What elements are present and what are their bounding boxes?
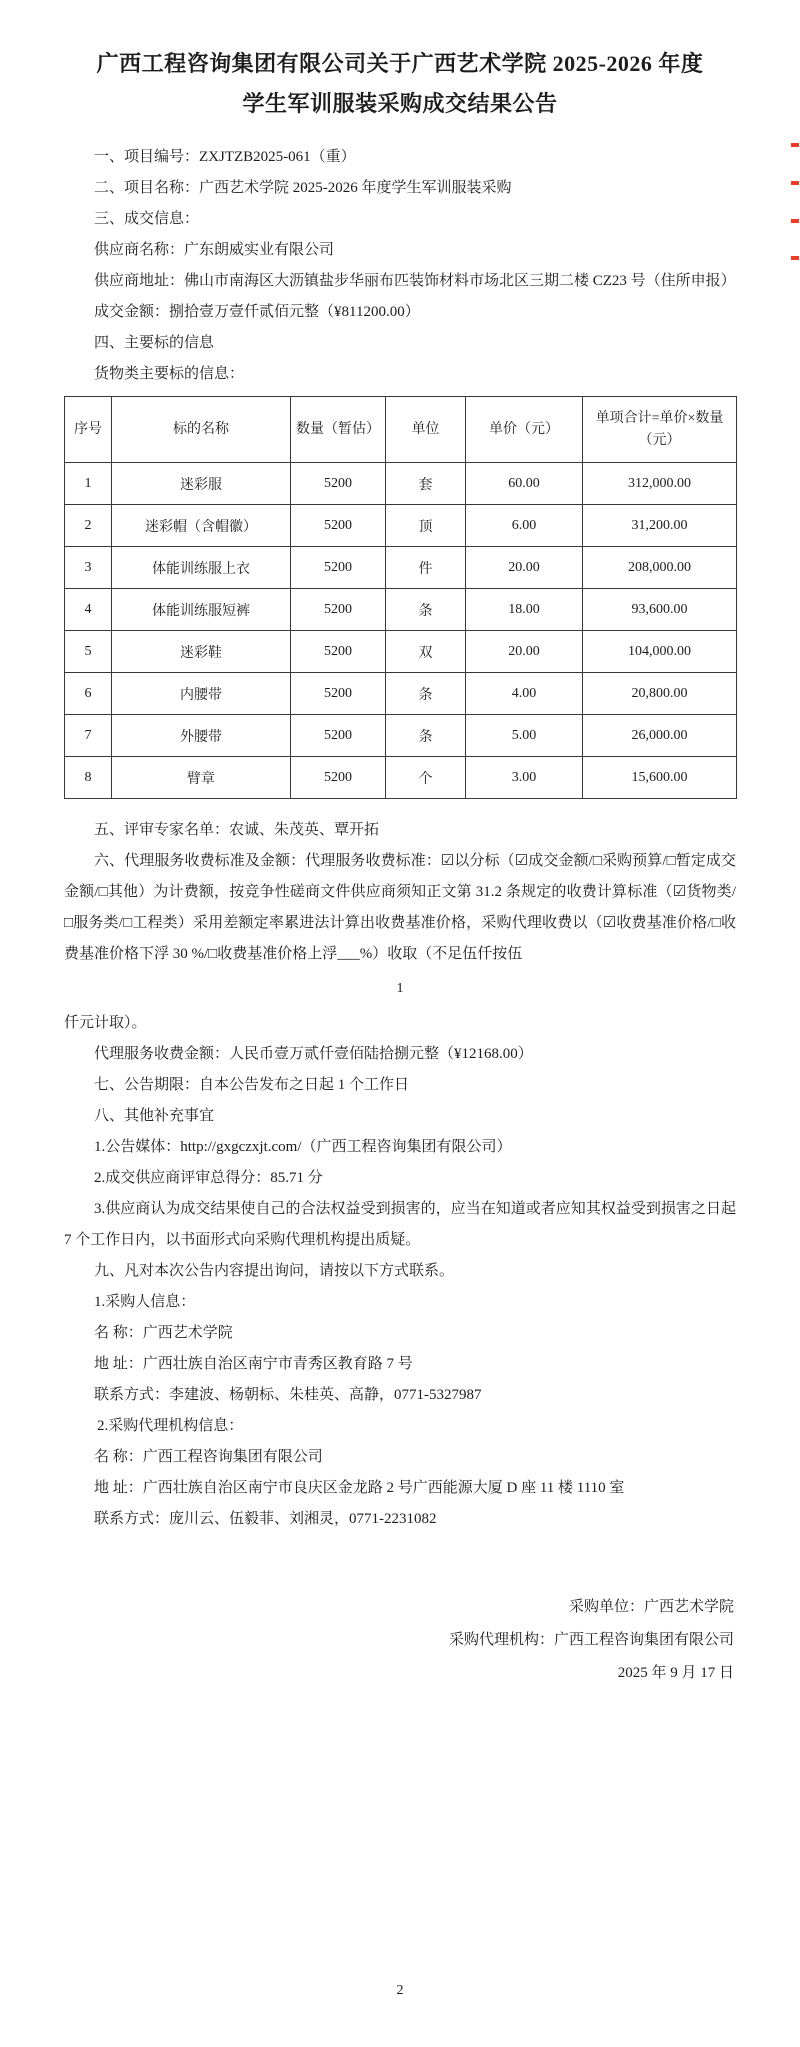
cell-name: 迷彩鞋 (112, 631, 291, 673)
cell-price: 20.00 (466, 631, 583, 673)
cell-price: 5.00 (466, 715, 583, 757)
cell-seq: 2 (65, 505, 112, 547)
revision-mark (791, 219, 799, 223)
cell-name: 体能训练服短裤 (112, 589, 291, 631)
para-goods-subject-label: 货物类主要标的信息： (94, 366, 245, 382)
para-supplier-address: 供应商地址：佛山市南海区大沥镇盐步华丽布匹装饰材料市场北区三期二楼 CZ23 号（住所申报） (94, 273, 736, 289)
section-top (64, 142, 736, 390)
cell-price: 60.00 (466, 463, 583, 505)
cell-total: 20,800.00 (583, 673, 737, 715)
signature-agency: 采购代理机构：广西工程咨询集团有限公司 (448, 1632, 734, 1648)
col-header-total-line1: 单项合计=单价×数量 (595, 410, 724, 426)
section-bottom (64, 815, 736, 1535)
revision-mark (791, 143, 799, 147)
cell-seq: 4 (65, 589, 112, 631)
table-row (65, 547, 737, 589)
cell-total: 31,200.00 (583, 505, 737, 547)
cell-unit: 顶 (386, 505, 466, 547)
table-header-row (65, 397, 737, 463)
cell-unit: 条 (386, 715, 466, 757)
para-project-name: 二、项目名称：广西艺术学院 2025-2026 年度学生军训服装采购 (94, 180, 512, 196)
para-supplier-name: 供应商名称：广东朗威实业有限公司 (94, 242, 335, 258)
table-row (65, 463, 737, 505)
cell-name: 外腰带 (112, 715, 291, 757)
para-deal-amount: 成交金额：捌拾壹万壹仟贰佰元整（¥811200.00） (94, 304, 420, 320)
col-header-unit: 单位 (386, 397, 466, 463)
para-experts: 五、评审专家名单：农诚、朱茂英、覃开拓 (94, 822, 380, 838)
para-media: 1.公告媒体：http://gxgczxjt.com/（广西工程咨询集团有限公司） (94, 1139, 512, 1155)
cell-unit: 双 (386, 631, 466, 673)
table-row (65, 757, 737, 799)
para-agency-fee-amount: 代理服务收费金额：人民币壹万贰仟壹佰陆拾捌元整（¥12168.00） (94, 1046, 533, 1062)
cell-seq: 1 (65, 463, 112, 505)
para-purchaser-address: 地 址：广西壮族自治区南宁市青秀区教育路 7 号 (94, 1356, 413, 1372)
para-agency-fee-part2: 仟元计取）。 (64, 1015, 147, 1031)
cell-seq: 5 (65, 631, 112, 673)
cell-name: 内腰带 (112, 673, 291, 715)
page-number-2: 2 (396, 1983, 404, 1998)
table-row (65, 715, 737, 757)
title-line-1: 广西工程咨询集团有限公司关于广西艺术学院 2025-2026 年度 (96, 51, 704, 76)
cell-total: 208,000.00 (583, 547, 737, 589)
para-main-subject-heading: 四、主要标的信息 (94, 335, 215, 351)
para-purchaser-heading: 1.采购人信息： (94, 1294, 196, 1310)
signature-purchaser: 采购单位：广西艺术学院 (568, 1599, 734, 1615)
page-title (64, 44, 736, 124)
cell-unit: 个 (386, 757, 466, 799)
cell-qty: 5200 (291, 631, 386, 673)
para-agency-contact: 联系方式：庞川云、伍毅菲、刘湘灵，0771-2231082 (94, 1511, 437, 1527)
para-agency-heading: 2.采购代理机构信息： (97, 1418, 244, 1434)
cell-total: 15,600.00 (583, 757, 737, 799)
cell-name: 迷彩服 (112, 463, 291, 505)
para-notice-period: 七、公告期限：自本公告发布之日起 1 个工作日 (94, 1077, 410, 1093)
cell-name: 迷彩帽（含帽徽） (112, 505, 291, 547)
col-header-total-line2: （元） (638, 432, 681, 448)
cell-price: 4.00 (466, 673, 583, 715)
para-agency-address: 地 址：广西壮族自治区南宁市良庆区金龙路 2 号广西能源大厦 D 座 11 楼 1110 室 (94, 1480, 625, 1496)
cell-name: 体能训练服上衣 (112, 547, 291, 589)
cell-total: 104,000.00 (583, 631, 737, 673)
para-deal-info-heading: 三、成交信息： (94, 211, 200, 227)
para-agency-fee-part1: 六、代理服务收费标准及金额：代理服务收费标准：☑以分标（☑成交金额/□采购预算/□暂定成交金额/□其他）为计费额，按竞争性磋商文件供应商须知正文第 31.2 条规定的收费计算标准（☑货物类/□服务类/□工程类）采用差额定率累进法计算出收费基准价格，采购代理收费以（☑收费基准价格/□收费基准价格下浮 30 %/□收费基准价格上浮___%）收取（不足伍仟按伍 (64, 853, 736, 962)
signature-date: 2025 年 9 月 17 日 (617, 1665, 734, 1681)
goods-table (64, 396, 737, 799)
cell-total: 26,000.00 (583, 715, 737, 757)
para-purchaser-name: 名 称：广西艺术学院 (94, 1325, 233, 1341)
cell-unit: 条 (386, 589, 466, 631)
cell-price: 20.00 (466, 547, 583, 589)
cell-total: 312,000.00 (583, 463, 737, 505)
cell-unit: 套 (386, 463, 466, 505)
table-row (65, 673, 737, 715)
col-header-name: 标的名称 (112, 397, 291, 463)
para-project-no: 一、项目编号：ZXJTZB2025-061（重） (94, 149, 356, 165)
page-number-1: 1 (396, 981, 404, 996)
revision-mark (791, 256, 799, 260)
cell-qty: 5200 (291, 547, 386, 589)
table-row (65, 631, 737, 673)
para-agency-name: 名 称：广西工程咨询集团有限公司 (94, 1449, 323, 1465)
table-row (65, 505, 737, 547)
cell-qty: 5200 (291, 505, 386, 547)
cell-price: 6.00 (466, 505, 583, 547)
cell-unit: 条 (386, 673, 466, 715)
cell-seq: 8 (65, 757, 112, 799)
cell-name: 臂章 (112, 757, 291, 799)
para-score: 2.成交供应商评审总得分：85.71 分 (94, 1170, 323, 1186)
cell-qty: 5200 (291, 673, 386, 715)
cell-total: 93,600.00 (583, 589, 737, 631)
col-header-total (583, 397, 737, 463)
para-contact-heading: 九、凡对本次公告内容提出询问，请按以下方式联系。 (94, 1263, 455, 1279)
cell-seq: 3 (65, 547, 112, 589)
cell-qty: 5200 (291, 589, 386, 631)
para-objection: 3.供应商认为成交结果使自己的合法权益受到损害的，应当在知道或者应知其权益受到损害之日起 7 个工作日内，以书面形式向采购代理机构提出质疑。 (64, 1201, 736, 1248)
col-header-seq: 序号 (65, 397, 112, 463)
title-line-2: 学生军训服装采购成交结果公告 (242, 91, 558, 116)
cell-qty: 5200 (291, 757, 386, 799)
cell-qty: 5200 (291, 715, 386, 757)
col-header-qty: 数量（暂估） (291, 397, 386, 463)
cell-seq: 6 (65, 673, 112, 715)
para-other-matters-heading: 八、其他补充事宜 (94, 1108, 215, 1124)
cell-unit: 件 (386, 547, 466, 589)
cell-seq: 7 (65, 715, 112, 757)
col-header-price: 单价（元） (466, 397, 583, 463)
revision-mark (791, 181, 799, 185)
table-row (65, 589, 737, 631)
signature-block (64, 1591, 736, 1690)
cell-price: 3.00 (466, 757, 583, 799)
para-purchaser-contact: 联系方式：李建波、杨朝标、朱桂英、高静，0771-5327987 (94, 1387, 482, 1403)
cell-qty: 5200 (291, 463, 386, 505)
cell-price: 18.00 (466, 589, 583, 631)
